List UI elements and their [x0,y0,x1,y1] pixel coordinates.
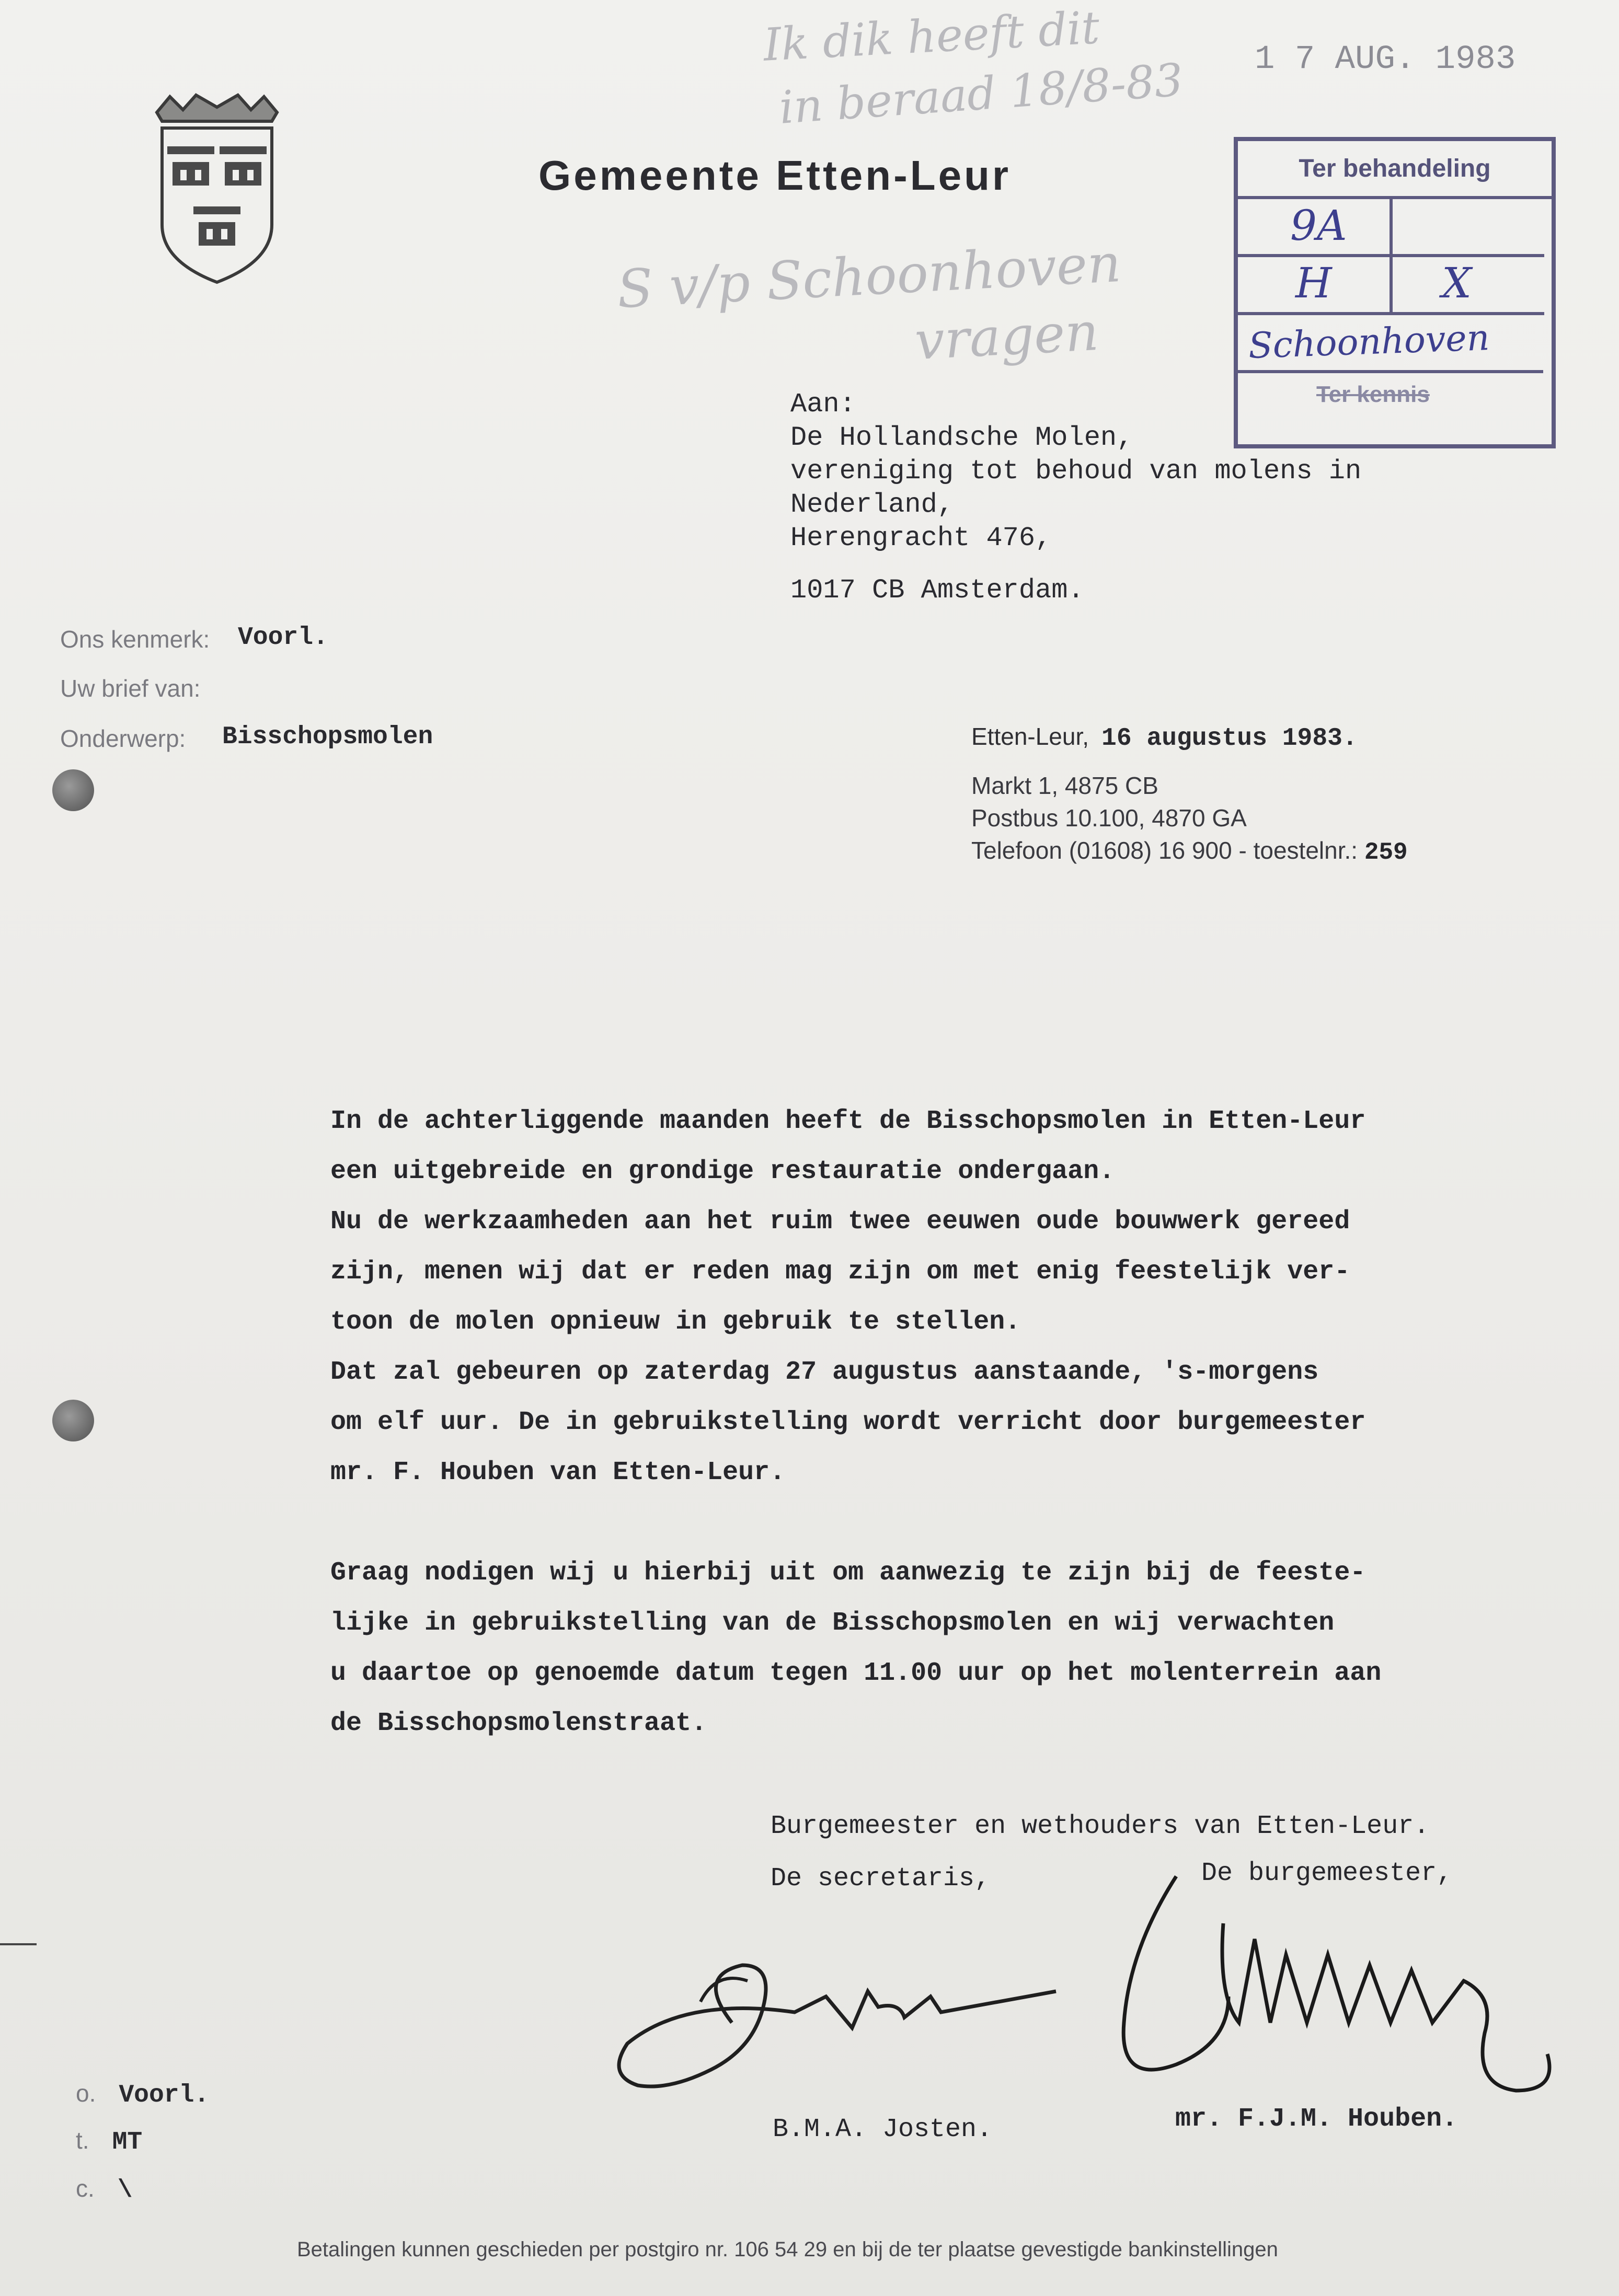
routing-stamp-title: Ter behandeling [1238,141,1552,199]
paragraph-spacer [330,1498,1381,1548]
distribution-o-label: o. [76,2080,96,2107]
sender-postbus: Postbus 10.100, 4870 GA [971,804,1247,832]
recipient-line: Nederland, [790,489,954,520]
recipient-label: Aan: [790,389,856,420]
burgemeester-name: mr. F.J.M. Houben. [1175,2104,1458,2134]
onderwerp-label: Onderwerp: [60,725,186,752]
recipient-line: De Hollandsche Molen, [790,422,1133,453]
margin-mark [0,1943,37,1945]
municipality-title: Gemeente Etten-Leur [538,152,1012,199]
pencil-note-2: in beraad 18/8-83 [777,54,1185,134]
recipient-postal: 1017 CB Amsterdam. [790,575,1084,606]
distribution-t [76,2126,142,2156]
body-line: zijn, menen wij dat er reden mag zijn om met enig feestelijk ver- [330,1257,1350,1287]
pencil-note-4: vragen [913,301,1100,372]
punch-hole-bottom [52,1400,94,1441]
stamp-entry-1: 9A [1290,201,1347,250]
municipal-coat-of-arms-icon [146,89,288,287]
stamp-entry-2: H [1295,259,1332,307]
body-line: In de achterliggende maanden heeft de Bisschopsmolen in Etten-Leur [330,1106,1366,1136]
footer-payment-note: Betalingen kunnen geschieden per postgiro nr. 106 54 29 en bij de ter plaatse gevestigde bankinstellingen [297,2238,1278,2261]
distribution-o [76,2079,209,2109]
pencil-note-3: S v/p Schoonhoven [615,232,1123,320]
body-line: lijke in gebruikstelling van de Bisschopsmolen en wij verwachten [330,1608,1335,1638]
body-line: mr. F. Houben van Etten-Leur. [330,1458,786,1487]
pencil-note-1: Ik dik heeft dit [762,2,1101,72]
onderwerp-value: Bisschopsmolen [222,723,433,751]
punch-hole-top [52,769,94,811]
recipient-address [790,388,1361,607]
stamp-cell [1393,199,1544,257]
sender-place-date [971,722,1358,753]
sender-info [971,769,1408,869]
letter-date: 16 augustus 1983. [1101,724,1358,753]
body-line: toon de molen opnieuw in gebruik te stellen. [330,1307,1021,1337]
recipient-line: Herengracht 476, [790,523,1052,553]
distribution-o-value: Voorl. [119,2081,210,2109]
distribution-t-label: t. [76,2127,89,2154]
stamp-entry-4: Schoonhoven [1247,317,1490,367]
body-line: om elf uur. De in gebruikstelling wordt verricht door burgemeester [330,1407,1366,1437]
stamp-bottom-label: Ter kennis [1316,382,1430,407]
kenmerk-value: Voorl. [238,624,328,652]
sender-place: Etten-Leur, [971,723,1089,750]
secretaris-name: B.M.A. Josten. [773,2115,993,2144]
kenmerk-label: Ons kenmerk: [60,626,210,653]
body-line: Nu de werkzaamheden aan het ruim twee eeuwen oude bouwwerk gereed [330,1207,1350,1237]
distribution-c [76,2174,133,2205]
distribution-c-value: \ [117,2176,133,2205]
phone-prefix: Telefoon (01608) 16 900 - toestelnr.: [971,837,1358,864]
body-line: u daartoe op genoemde datum tegen 11.00 uur op het molenterrein aan [330,1658,1382,1688]
burgemeester-label: De burgemeester, [1201,1859,1453,1888]
secretaris-label: De secretaris, [771,1864,991,1894]
sender-address: Markt 1, 4875 CB [971,772,1158,799]
brief-label: Uw brief van: [60,675,201,702]
body-line: Dat zal gebeuren op zaterdag 27 augustus aanstaande, 's-morgens [330,1357,1319,1387]
body-line: Graag nodigen wij u hierbij uit om aanwezig te zijn bij de feeste- [330,1558,1366,1588]
recipient-line: vereniging tot behoud van molens in [790,456,1362,487]
letter-body [330,1097,1381,1749]
stamp-entry-3: X [1442,259,1472,307]
phone-extension: 259 [1364,839,1408,866]
distribution-t-value: MT [112,2128,143,2156]
closing-line: Burgemeester en wethouders van Etten-Leur. [771,1812,1430,1841]
body-line: de Bisschopsmolenstraat. [330,1709,707,1738]
distribution-c-label: c. [76,2175,95,2202]
received-date-stamp: 1 7 AUG. 1983 [1255,41,1516,78]
sender-phone [971,834,1408,869]
body-line: een uitgebreide en grondige restauratie ondergaan. [330,1157,1115,1186]
